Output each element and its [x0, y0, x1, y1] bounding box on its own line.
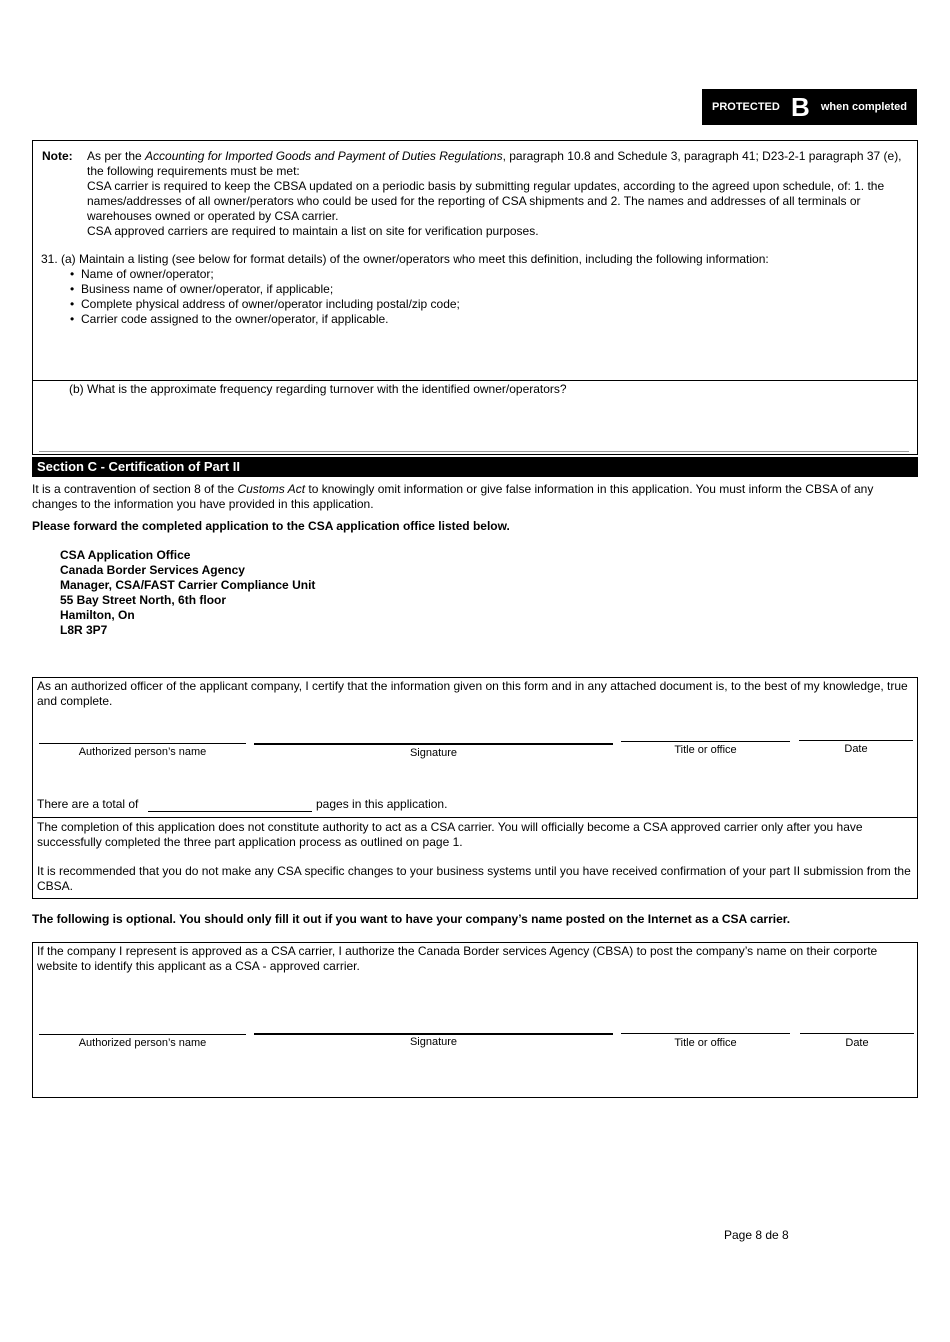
address-line: L8R 3P7 — [60, 623, 108, 637]
note-line1-post: , paragraph 10.8 and Schedule 3, paragraph 41; D23-2-1 paragraph 37 (e), the following requirements must be met: — [87, 149, 902, 178]
signature-field[interactable] — [254, 743, 613, 745]
title-label: Title or office — [674, 744, 737, 756]
date-label: Date — [845, 1037, 869, 1049]
question-31a-text: 31. (a) Maintain a listing (see below for format details) of the owner/operators who meet this definition, including the following information: — [41, 252, 769, 266]
optional-heading: The following is optional. You should only fill it out if you want to have your company’s name posted on the Internet as a CSA carrier. — [32, 912, 791, 926]
pages-pre: There are a total of — [37, 797, 139, 811]
note-paragraph-1 — [87, 149, 909, 179]
page-number: Page 8 de 8 — [724, 1228, 789, 1242]
name-label: Authorized person’s name — [78, 746, 207, 758]
date-field[interactable] — [800, 1033, 914, 1034]
title-field[interactable] — [621, 741, 790, 742]
address-line: CSA Application Office — [60, 548, 191, 562]
answer-line[interactable] — [39, 451, 909, 452]
when-completed-label: when completed — [820, 100, 907, 113]
completion-notice: The completion of this application does not constitute authority to act as a CSA carrier. You will officially become a CSA approved carrier only after you have successfully completed the three part application process as outlined on page 1. — [37, 820, 863, 849]
address-line: 55 Bay Street North, 6th floor — [60, 593, 227, 607]
address-line: Canada Border Services Agency — [60, 563, 245, 577]
date-field[interactable] — [799, 740, 913, 741]
mailing-address — [60, 548, 315, 638]
question-31a — [41, 252, 901, 327]
list-item: • Carrier code assigned to the owner/operator, if applicable. — [41, 312, 901, 327]
page-count-field[interactable] — [148, 811, 312, 812]
question-31b-text: (b) What is the approximate frequency regarding turnover with the identified owner/operators? — [69, 382, 567, 396]
address-line: Hamilton, On — [60, 608, 135, 622]
protected-badge — [702, 89, 917, 125]
certification-statement: As an authorized officer of the applicant company, I certify that the information given on this form and in any attached document is, to the best of my knowledge, true and complete. — [37, 679, 908, 708]
name-field[interactable] — [39, 1034, 246, 1035]
name-field[interactable] — [39, 743, 246, 744]
signature-label: Signature — [409, 1036, 458, 1048]
title-label: Title or office — [674, 1037, 737, 1049]
name-label: Authorized person’s name — [78, 1037, 207, 1049]
list-item: • Name of owner/operator; — [41, 267, 901, 282]
optional-authorization-box — [32, 942, 918, 1098]
certification-box — [32, 677, 918, 899]
authorization-statement: If the company I represent is approved as a CSA carrier, I authorize the Canada Border services Agency (CBSA) to post the company’s name on their corporte website to identify this applicant as a CSA - approved carrier. — [37, 944, 878, 973]
section-c-header: Section C - Certification of Part II — [32, 457, 918, 477]
title-field[interactable] — [621, 1033, 790, 1034]
list-item: • Complete physical address of owner/operator including postal/zip code; — [41, 297, 901, 312]
divider — [33, 380, 917, 381]
divider — [33, 817, 917, 818]
note-regulation-title: Accounting for Imported Goods and Payment of Duties Regulations — [145, 149, 503, 163]
note-question-box — [32, 140, 918, 455]
address-line: Manager, CSA/FAST Carrier Compliance Unit — [60, 578, 316, 592]
note-label: Note: — [42, 149, 73, 163]
list-item: • Business name of owner/operator, if applicable; — [41, 282, 901, 297]
contravention-pre: It is a contravention of section 8 of the — [32, 482, 238, 496]
protected-level: B — [790, 92, 810, 122]
protected-label: PROTECTED — [712, 100, 780, 113]
pages-post: pages in this application. — [316, 797, 448, 811]
question-31a-bullets — [41, 267, 901, 327]
note-paragraph-2: CSA carrier is required to keep the CBSA updated on a periodic basis by submitting regular updates, according to the agreed upon schedule, of: 1. the names/addresses of all owner/perators who could be used for the reporting of CSA shipments and 2. The names and addresses of all terminals or warehouses owned or operated by CSA carrier. — [87, 179, 885, 223]
date-label: Date — [844, 743, 868, 755]
note-text — [87, 149, 909, 239]
contravention-post: to knowingly omit information or give false information in this application. You must inform the CBSA of any changes to the information you have provided in this application. — [32, 482, 874, 511]
note-line1-pre: As per the — [87, 149, 146, 163]
forward-instruction: Please forward the completed application to the CSA application office listed below. — [32, 519, 510, 533]
note-paragraph-3: CSA approved carriers are required to maintain a list on site for verification purposes. — [87, 224, 539, 238]
signature-label: Signature — [409, 747, 458, 759]
contravention-text — [32, 482, 912, 512]
customs-act: Customs Act — [237, 482, 306, 496]
recommendation-notice: It is recommended that you do not make any CSA specific changes to your business systems until you have received confirmation of your part II submission from the CBSA. — [37, 864, 911, 893]
